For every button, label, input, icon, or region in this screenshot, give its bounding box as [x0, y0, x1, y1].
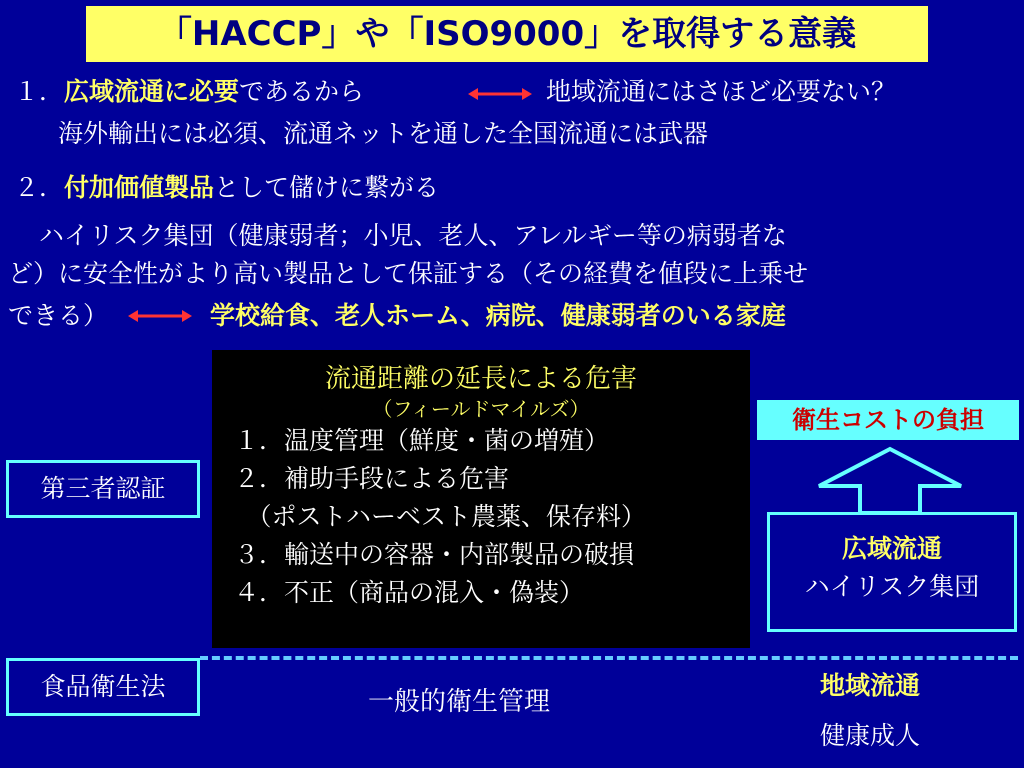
point2-number: ２．	[14, 173, 65, 202]
point1-rest: であるから	[239, 77, 365, 106]
hygiene-cost-badge: 衛生コストの負担	[757, 400, 1019, 440]
general-hygiene-label: 一般的衛生管理	[368, 687, 551, 717]
danger-item: ２．補助手段による危害	[234, 464, 510, 493]
danger-subtitle: （フィールドマイルズ）	[372, 397, 590, 421]
point1-right: 地域流通にはさほど必要ない？	[546, 77, 897, 106]
danger-box	[212, 350, 750, 648]
danger-title: 流通距離の延長による危害	[324, 364, 637, 394]
slide-title: 「HACCP」や「ISO9000」を取得する意義	[86, 6, 928, 62]
danger-item: ４．不正（商品の混入・偽装）	[234, 578, 585, 607]
third-party-cert-box: 第三者認証	[6, 460, 200, 518]
up-arrow-icon	[816, 446, 964, 516]
point1-highlight: 広域流通に必要	[64, 77, 240, 106]
point1-number: １．	[14, 77, 65, 106]
danger-item: ３．輸送中の容器・内部製品の破損	[234, 540, 635, 569]
double-arrow-icon	[468, 84, 532, 104]
wide-distribution-sub: ハイリスク集団	[804, 572, 980, 601]
dashed-divider	[200, 656, 1018, 660]
point1-line1	[14, 74, 364, 110]
point2-line4: できる）	[8, 301, 109, 330]
point1-line2: 海外輸出には必須、流通ネットを通した全国流通には武器	[58, 119, 709, 148]
point2-highlight: 付加価値製品	[64, 173, 215, 202]
point2-line3: ど）に安全性がより高い製品として保証する（その経費を値段に上乗せ	[8, 259, 809, 288]
wide-distribution-box	[767, 512, 1017, 632]
local-distribution-sub: 健康成人	[820, 721, 921, 750]
point2-highlight2: 学校給食、老人ホーム、病院、健康弱者のいる家庭	[210, 301, 786, 330]
point2-line2: ハイリスク集団（健康弱者；小児、老人、アレルギー等の病弱者な	[14, 221, 787, 250]
double-arrow-icon	[128, 306, 192, 326]
local-distribution-label: 地域流通	[820, 671, 921, 700]
wide-distribution-label: 広域流通	[841, 534, 942, 563]
food-hygiene-law-box: 食品衛生法	[6, 658, 200, 716]
point2-rest: として儲けに繋がる	[214, 173, 440, 202]
point2-line1	[14, 170, 439, 206]
danger-item: （ポストハーベスト農薬、保存料）	[234, 502, 647, 531]
danger-item: １．温度管理（鮮度・菌の増殖）	[234, 426, 610, 455]
